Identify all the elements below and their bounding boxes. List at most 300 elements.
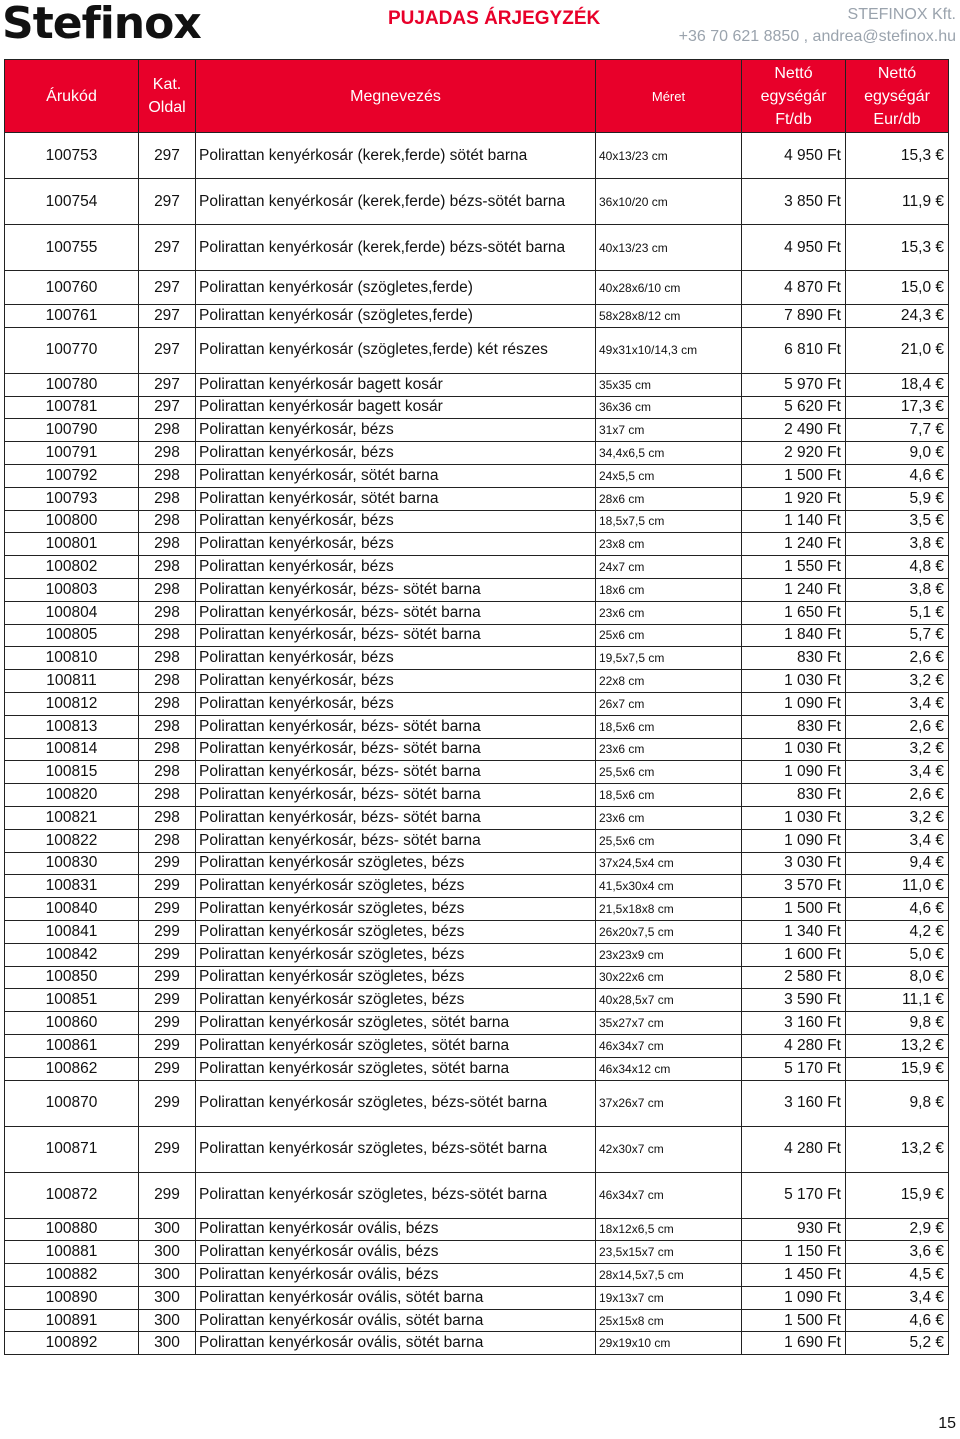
cell-size: 40x28x6/10 cm bbox=[596, 271, 742, 305]
cell-code: 100862 bbox=[5, 1057, 139, 1080]
cell-size: 31x7 cm bbox=[596, 419, 742, 442]
cell-code: 100890 bbox=[5, 1286, 139, 1309]
cell-page: 299 bbox=[139, 989, 196, 1012]
cell-code: 100810 bbox=[5, 647, 139, 670]
cell-page: 298 bbox=[139, 806, 196, 829]
table-header-row bbox=[5, 60, 949, 133]
document-title: PUJADAS ÁRJEGYZÉK bbox=[388, 8, 601, 29]
cell-price-huf: 3 570 Ft bbox=[742, 875, 846, 898]
cell-size: 41,5x30x4 cm bbox=[596, 875, 742, 898]
cell-name: Polirattan kenyérkosár, bézs bbox=[196, 510, 596, 533]
cell-price-huf: 1 650 Ft bbox=[742, 601, 846, 624]
cell-price-eur: 15,3 € bbox=[846, 133, 949, 179]
table-row bbox=[5, 1057, 949, 1080]
cell-price-eur: 4,5 € bbox=[846, 1264, 949, 1287]
cell-size: 46x34x7 cm bbox=[596, 1034, 742, 1057]
cell-name: Polirattan kenyérkosár ovális, sötét barna bbox=[196, 1332, 596, 1355]
cell-name: Polirattan kenyérkosár (kerek,ferde) bézs-sötét barna bbox=[196, 179, 596, 225]
cell-price-huf: 3 030 Ft bbox=[742, 852, 846, 875]
cell-price-eur: 13,2 € bbox=[846, 1034, 949, 1057]
cell-page: 297 bbox=[139, 133, 196, 179]
cell-size: 22x8 cm bbox=[596, 670, 742, 693]
cell-price-huf: 1 550 Ft bbox=[742, 556, 846, 579]
cell-code: 100851 bbox=[5, 989, 139, 1012]
table-row bbox=[5, 1126, 949, 1172]
brand-logo: Stefinox bbox=[2, 0, 201, 49]
cell-page: 298 bbox=[139, 487, 196, 510]
cell-price-eur: 3,2 € bbox=[846, 738, 949, 761]
cell-name: Polirattan kenyérkosár szögletes, sötét barna bbox=[196, 1057, 596, 1080]
cell-page: 297 bbox=[139, 305, 196, 328]
cell-size: 37x26x7 cm bbox=[596, 1080, 742, 1126]
cell-price-huf: 1 840 Ft bbox=[742, 624, 846, 647]
cell-size: 46x34x7 cm bbox=[596, 1172, 742, 1218]
cell-code: 100760 bbox=[5, 271, 139, 305]
cell-page: 298 bbox=[139, 647, 196, 670]
cell-name: Polirattan kenyérkosár ovális, sötét barna bbox=[196, 1309, 596, 1332]
cell-price-eur: 3,4 € bbox=[846, 829, 949, 852]
column-header-code: Árukód bbox=[5, 60, 139, 133]
cell-code: 100814 bbox=[5, 738, 139, 761]
cell-code: 100891 bbox=[5, 1309, 139, 1332]
cell-page: 297 bbox=[139, 179, 196, 225]
table-row bbox=[5, 966, 949, 989]
cell-page: 299 bbox=[139, 1034, 196, 1057]
cell-price-eur: 15,3 € bbox=[846, 225, 949, 271]
cell-code: 100800 bbox=[5, 510, 139, 533]
cell-price-eur: 18,4 € bbox=[846, 373, 949, 396]
column-header-name: Megnevezés bbox=[196, 60, 596, 133]
cell-name: Polirattan kenyérkosár, bézs bbox=[196, 442, 596, 465]
cell-price-huf: 4 280 Ft bbox=[742, 1126, 846, 1172]
cell-size: 49x31x10/14,3 cm bbox=[596, 327, 742, 373]
cell-size: 58x28x8/12 cm bbox=[596, 305, 742, 328]
cell-page: 300 bbox=[139, 1309, 196, 1332]
cell-name: Polirattan kenyérkosár (szögletes,ferde) két részes bbox=[196, 327, 596, 373]
cell-size: 46x34x12 cm bbox=[596, 1057, 742, 1080]
cell-page: 299 bbox=[139, 1012, 196, 1035]
cell-page: 299 bbox=[139, 966, 196, 989]
cell-name: Polirattan kenyérkosár szögletes, bézs bbox=[196, 875, 596, 898]
table-row bbox=[5, 419, 949, 442]
cell-code: 100820 bbox=[5, 784, 139, 807]
cell-price-huf: 3 850 Ft bbox=[742, 179, 846, 225]
cell-name: Polirattan kenyérkosár bagett kosár bbox=[196, 373, 596, 396]
cell-page: 297 bbox=[139, 327, 196, 373]
cell-name: Polirattan kenyérkosár ovális, bézs bbox=[196, 1218, 596, 1241]
cell-price-eur: 9,4 € bbox=[846, 852, 949, 875]
cell-size: 25x15x8 cm bbox=[596, 1309, 742, 1332]
cell-code: 100770 bbox=[5, 327, 139, 373]
cell-price-eur: 2,6 € bbox=[846, 647, 949, 670]
cell-page: 298 bbox=[139, 442, 196, 465]
cell-code: 100803 bbox=[5, 578, 139, 601]
cell-size: 23x6 cm bbox=[596, 806, 742, 829]
cell-price-eur: 4,2 € bbox=[846, 920, 949, 943]
cell-price-eur: 11,0 € bbox=[846, 875, 949, 898]
cell-page: 299 bbox=[139, 1057, 196, 1080]
table-row bbox=[5, 601, 949, 624]
cell-price-eur: 24,3 € bbox=[846, 305, 949, 328]
cell-page: 298 bbox=[139, 533, 196, 556]
table-row bbox=[5, 373, 949, 396]
column-header-price-huf: Nettó egységár Ft/db bbox=[742, 60, 846, 133]
cell-price-eur: 3,6 € bbox=[846, 1241, 949, 1264]
cell-page: 298 bbox=[139, 601, 196, 624]
cell-name: Polirattan kenyérkosár, bézs- sötét barna bbox=[196, 624, 596, 647]
cell-code: 100872 bbox=[5, 1172, 139, 1218]
column-header-page: Kat. Oldal bbox=[139, 60, 196, 133]
cell-name: Polirattan kenyérkosár szögletes, bézs-sötét barna bbox=[196, 1080, 596, 1126]
table-row bbox=[5, 670, 949, 693]
cell-name: Polirattan kenyérkosár ovális, sötét barna bbox=[196, 1286, 596, 1309]
cell-name: Polirattan kenyérkosár (szögletes,ferde) bbox=[196, 305, 596, 328]
cell-size: 28x14,5x7,5 cm bbox=[596, 1264, 742, 1287]
cell-code: 100892 bbox=[5, 1332, 139, 1355]
cell-price-eur: 5,9 € bbox=[846, 487, 949, 510]
table-row bbox=[5, 464, 949, 487]
table-row bbox=[5, 442, 949, 465]
cell-page: 298 bbox=[139, 556, 196, 579]
cell-name: Polirattan kenyérkosár, sötét barna bbox=[196, 487, 596, 510]
cell-size: 23x6 cm bbox=[596, 601, 742, 624]
cell-price-eur: 2,6 € bbox=[846, 784, 949, 807]
cell-name: Polirattan kenyérkosár, bézs- sötét barna bbox=[196, 829, 596, 852]
table-row bbox=[5, 1264, 949, 1287]
cell-price-huf: 2 920 Ft bbox=[742, 442, 846, 465]
cell-price-huf: 1 500 Ft bbox=[742, 464, 846, 487]
cell-code: 100754 bbox=[5, 179, 139, 225]
cell-code: 100813 bbox=[5, 715, 139, 738]
cell-code: 100805 bbox=[5, 624, 139, 647]
cell-price-huf: 2 490 Ft bbox=[742, 419, 846, 442]
cell-price-huf: 1 090 Ft bbox=[742, 692, 846, 715]
cell-name: Polirattan kenyérkosár szögletes, bézs-sötét barna bbox=[196, 1172, 596, 1218]
cell-price-huf: 5 970 Ft bbox=[742, 373, 846, 396]
cell-page: 297 bbox=[139, 225, 196, 271]
cell-price-huf: 1 150 Ft bbox=[742, 1241, 846, 1264]
table-row bbox=[5, 133, 949, 179]
cell-page: 300 bbox=[139, 1332, 196, 1355]
cell-price-huf: 4 280 Ft bbox=[742, 1034, 846, 1057]
table-row bbox=[5, 1172, 949, 1218]
cell-size: 18x12x6,5 cm bbox=[596, 1218, 742, 1241]
cell-price-huf: 3 160 Ft bbox=[742, 1080, 846, 1126]
cell-code: 100792 bbox=[5, 464, 139, 487]
cell-price-huf: 830 Ft bbox=[742, 784, 846, 807]
cell-name: Polirattan kenyérkosár, bézs- sötét barna bbox=[196, 806, 596, 829]
cell-price-eur: 5,2 € bbox=[846, 1332, 949, 1355]
cell-price-eur: 9,8 € bbox=[846, 1012, 949, 1035]
contact-info: +36 70 621 8850 , andrea@stefinox.hu bbox=[678, 28, 956, 45]
company-name: STEFINOX Kft. bbox=[847, 6, 956, 23]
cell-code: 100831 bbox=[5, 875, 139, 898]
cell-code: 100871 bbox=[5, 1126, 139, 1172]
cell-page: 298 bbox=[139, 670, 196, 693]
cell-size: 26x20x7,5 cm bbox=[596, 920, 742, 943]
table-row bbox=[5, 989, 949, 1012]
cell-code: 100821 bbox=[5, 806, 139, 829]
cell-code: 100881 bbox=[5, 1241, 139, 1264]
table-row bbox=[5, 761, 949, 784]
cell-code: 100804 bbox=[5, 601, 139, 624]
cell-name: Polirattan kenyérkosár, bézs- sötét barna bbox=[196, 784, 596, 807]
cell-code: 100780 bbox=[5, 373, 139, 396]
cell-page: 299 bbox=[139, 920, 196, 943]
cell-page: 300 bbox=[139, 1218, 196, 1241]
cell-name: Polirattan kenyérkosár szögletes, bézs bbox=[196, 852, 596, 875]
cell-code: 100793 bbox=[5, 487, 139, 510]
table-row bbox=[5, 327, 949, 373]
table-row bbox=[5, 305, 949, 328]
cell-price-eur: 3,4 € bbox=[846, 1286, 949, 1309]
cell-price-huf: 4 950 Ft bbox=[742, 225, 846, 271]
cell-price-huf: 1 030 Ft bbox=[742, 738, 846, 761]
table-row bbox=[5, 715, 949, 738]
cell-page: 298 bbox=[139, 624, 196, 647]
cell-price-huf: 930 Ft bbox=[742, 1218, 846, 1241]
cell-code: 100812 bbox=[5, 692, 139, 715]
cell-page: 298 bbox=[139, 578, 196, 601]
cell-code: 100791 bbox=[5, 442, 139, 465]
cell-price-huf: 1 500 Ft bbox=[742, 898, 846, 921]
cell-size: 35x35 cm bbox=[596, 373, 742, 396]
cell-page: 299 bbox=[139, 1080, 196, 1126]
table-row bbox=[5, 179, 949, 225]
cell-price-eur: 9,8 € bbox=[846, 1080, 949, 1126]
cell-size: 23,5x15x7 cm bbox=[596, 1241, 742, 1264]
cell-size: 21,5x18x8 cm bbox=[596, 898, 742, 921]
table-row bbox=[5, 943, 949, 966]
cell-name: Polirattan kenyérkosár, bézs- sötét barna bbox=[196, 715, 596, 738]
table-row bbox=[5, 510, 949, 533]
cell-page: 299 bbox=[139, 898, 196, 921]
cell-price-eur: 15,9 € bbox=[846, 1172, 949, 1218]
cell-size: 24x7 cm bbox=[596, 556, 742, 579]
cell-price-huf: 830 Ft bbox=[742, 715, 846, 738]
cell-code: 100840 bbox=[5, 898, 139, 921]
price-table bbox=[4, 59, 949, 1355]
cell-price-eur: 4,8 € bbox=[846, 556, 949, 579]
cell-price-eur: 4,6 € bbox=[846, 898, 949, 921]
cell-price-eur: 15,0 € bbox=[846, 271, 949, 305]
cell-name: Polirattan kenyérkosár, bézs- sötét barna bbox=[196, 761, 596, 784]
cell-code: 100860 bbox=[5, 1012, 139, 1035]
cell-size: 28x6 cm bbox=[596, 487, 742, 510]
cell-size: 36x36 cm bbox=[596, 396, 742, 419]
cell-page: 298 bbox=[139, 761, 196, 784]
cell-price-huf: 1 030 Ft bbox=[742, 670, 846, 693]
cell-name: Polirattan kenyérkosár szögletes, bézs bbox=[196, 989, 596, 1012]
cell-price-huf: 1 140 Ft bbox=[742, 510, 846, 533]
cell-name: Polirattan kenyérkosár, bézs- sötét barna bbox=[196, 578, 596, 601]
cell-price-huf: 5 170 Ft bbox=[742, 1172, 846, 1218]
cell-page: 299 bbox=[139, 943, 196, 966]
table-row bbox=[5, 1012, 949, 1035]
cell-page: 298 bbox=[139, 510, 196, 533]
page-number: 15 bbox=[938, 1415, 956, 1432]
cell-price-huf: 2 580 Ft bbox=[742, 966, 846, 989]
table-row bbox=[5, 738, 949, 761]
cell-price-eur: 3,8 € bbox=[846, 578, 949, 601]
cell-size: 34,4x6,5 cm bbox=[596, 442, 742, 465]
cell-name: Polirattan kenyérkosár, bézs bbox=[196, 419, 596, 442]
cell-size: 23x8 cm bbox=[596, 533, 742, 556]
cell-size: 18,5x6 cm bbox=[596, 715, 742, 738]
cell-name: Polirattan kenyérkosár, bézs bbox=[196, 692, 596, 715]
cell-name: Polirattan kenyérkosár bagett kosár bbox=[196, 396, 596, 419]
cell-size: 40x13/23 cm bbox=[596, 225, 742, 271]
cell-price-eur: 3,2 € bbox=[846, 670, 949, 693]
table-row bbox=[5, 806, 949, 829]
cell-price-huf: 5 170 Ft bbox=[742, 1057, 846, 1080]
cell-price-huf: 1 240 Ft bbox=[742, 578, 846, 601]
cell-price-huf: 4 870 Ft bbox=[742, 271, 846, 305]
cell-size: 23x23x9 cm bbox=[596, 943, 742, 966]
column-header-size: Méret bbox=[596, 60, 742, 133]
cell-page: 299 bbox=[139, 875, 196, 898]
table-row bbox=[5, 271, 949, 305]
cell-size: 30x22x6 cm bbox=[596, 966, 742, 989]
cell-size: 36x10/20 cm bbox=[596, 179, 742, 225]
cell-price-huf: 1 340 Ft bbox=[742, 920, 846, 943]
cell-price-huf: 1 500 Ft bbox=[742, 1309, 846, 1332]
table-row bbox=[5, 898, 949, 921]
cell-price-huf: 6 810 Ft bbox=[742, 327, 846, 373]
cell-price-eur: 3,5 € bbox=[846, 510, 949, 533]
cell-code: 100842 bbox=[5, 943, 139, 966]
cell-page: 298 bbox=[139, 784, 196, 807]
cell-price-eur: 5,7 € bbox=[846, 624, 949, 647]
cell-name: Polirattan kenyérkosár szögletes, sötét barna bbox=[196, 1012, 596, 1035]
cell-code: 100790 bbox=[5, 419, 139, 442]
cell-code: 100802 bbox=[5, 556, 139, 579]
table-row bbox=[5, 624, 949, 647]
table-row bbox=[5, 533, 949, 556]
cell-name: Polirattan kenyérkosár (kerek,ferde) bézs-sötét barna bbox=[196, 225, 596, 271]
cell-code: 100830 bbox=[5, 852, 139, 875]
cell-price-eur: 2,6 € bbox=[846, 715, 949, 738]
cell-code: 100861 bbox=[5, 1034, 139, 1057]
table-row bbox=[5, 578, 949, 601]
table-row bbox=[5, 1218, 949, 1241]
cell-size: 26x7 cm bbox=[596, 692, 742, 715]
cell-price-huf: 3 590 Ft bbox=[742, 989, 846, 1012]
cell-page: 297 bbox=[139, 373, 196, 396]
table-row bbox=[5, 647, 949, 670]
cell-code: 100870 bbox=[5, 1080, 139, 1126]
cell-page: 300 bbox=[139, 1264, 196, 1287]
table-row bbox=[5, 692, 949, 715]
cell-size: 25,5x6 cm bbox=[596, 829, 742, 852]
cell-page: 300 bbox=[139, 1286, 196, 1309]
cell-code: 100815 bbox=[5, 761, 139, 784]
cell-name: Polirattan kenyérkosár szögletes, bézs bbox=[196, 920, 596, 943]
cell-size: 18,5x7,5 cm bbox=[596, 510, 742, 533]
cell-name: Polirattan kenyérkosár szögletes, bézs bbox=[196, 966, 596, 989]
cell-name: Polirattan kenyérkosár (kerek,ferde) sötét barna bbox=[196, 133, 596, 179]
cell-price-huf: 1 450 Ft bbox=[742, 1264, 846, 1287]
table-row bbox=[5, 1309, 949, 1332]
cell-page: 298 bbox=[139, 692, 196, 715]
cell-code: 100801 bbox=[5, 533, 139, 556]
cell-price-huf: 830 Ft bbox=[742, 647, 846, 670]
cell-name: Polirattan kenyérkosár, sötét barna bbox=[196, 464, 596, 487]
table-row bbox=[5, 225, 949, 271]
table-row bbox=[5, 556, 949, 579]
cell-size: 25x6 cm bbox=[596, 624, 742, 647]
cell-name: Polirattan kenyérkosár szögletes, bézs-sötét barna bbox=[196, 1126, 596, 1172]
cell-price-huf: 1 920 Ft bbox=[742, 487, 846, 510]
cell-name: Polirattan kenyérkosár, bézs bbox=[196, 556, 596, 579]
cell-name: Polirattan kenyérkosár, bézs- sötét barna bbox=[196, 738, 596, 761]
cell-price-eur: 5,0 € bbox=[846, 943, 949, 966]
cell-code: 100850 bbox=[5, 966, 139, 989]
table-row bbox=[5, 1332, 949, 1355]
cell-price-eur: 13,2 € bbox=[846, 1126, 949, 1172]
cell-price-eur: 15,9 € bbox=[846, 1057, 949, 1080]
cell-name: Polirattan kenyérkosár ovális, bézs bbox=[196, 1264, 596, 1287]
cell-code: 100841 bbox=[5, 920, 139, 943]
cell-name: Polirattan kenyérkosár szögletes, bézs bbox=[196, 943, 596, 966]
cell-price-eur: 3,4 € bbox=[846, 761, 949, 784]
cell-price-eur: 2,9 € bbox=[846, 1218, 949, 1241]
cell-name: Polirattan kenyérkosár, bézs bbox=[196, 533, 596, 556]
cell-page: 298 bbox=[139, 419, 196, 442]
cell-code: 100880 bbox=[5, 1218, 139, 1241]
cell-price-eur: 4,6 € bbox=[846, 1309, 949, 1332]
cell-page: 300 bbox=[139, 1241, 196, 1264]
cell-code: 100753 bbox=[5, 133, 139, 179]
cell-name: Polirattan kenyérkosár ovális, bézs bbox=[196, 1241, 596, 1264]
table-row bbox=[5, 396, 949, 419]
cell-price-huf: 1 090 Ft bbox=[742, 761, 846, 784]
cell-price-huf: 4 950 Ft bbox=[742, 133, 846, 179]
table-row bbox=[5, 829, 949, 852]
cell-code: 100755 bbox=[5, 225, 139, 271]
cell-price-huf: 1 030 Ft bbox=[742, 806, 846, 829]
cell-price-eur: 9,0 € bbox=[846, 442, 949, 465]
cell-price-eur: 8,0 € bbox=[846, 966, 949, 989]
cell-price-eur: 4,6 € bbox=[846, 464, 949, 487]
table-row bbox=[5, 875, 949, 898]
cell-price-huf: 1 600 Ft bbox=[742, 943, 846, 966]
cell-page: 299 bbox=[139, 1172, 196, 1218]
cell-code: 100761 bbox=[5, 305, 139, 328]
cell-price-eur: 3,8 € bbox=[846, 533, 949, 556]
cell-size: 18,5x6 cm bbox=[596, 784, 742, 807]
cell-price-eur: 21,0 € bbox=[846, 327, 949, 373]
cell-price-eur: 11,9 € bbox=[846, 179, 949, 225]
cell-page: 297 bbox=[139, 271, 196, 305]
cell-price-eur: 7,7 € bbox=[846, 419, 949, 442]
table-row bbox=[5, 852, 949, 875]
cell-name: Polirattan kenyérkosár, bézs- sötét barna bbox=[196, 601, 596, 624]
cell-page: 298 bbox=[139, 829, 196, 852]
cell-size: 29x19x10 cm bbox=[596, 1332, 742, 1355]
cell-size: 23x6 cm bbox=[596, 738, 742, 761]
cell-page: 297 bbox=[139, 396, 196, 419]
cell-code: 100811 bbox=[5, 670, 139, 693]
cell-price-huf: 1 090 Ft bbox=[742, 1286, 846, 1309]
cell-price-eur: 3,4 € bbox=[846, 692, 949, 715]
cell-size: 42x30x7 cm bbox=[596, 1126, 742, 1172]
column-header-price-eur: Nettó egységár Eur/db bbox=[846, 60, 949, 133]
cell-price-huf: 1 240 Ft bbox=[742, 533, 846, 556]
cell-size: 40x28,5x7 cm bbox=[596, 989, 742, 1012]
cell-page: 298 bbox=[139, 464, 196, 487]
cell-price-huf: 1 090 Ft bbox=[742, 829, 846, 852]
